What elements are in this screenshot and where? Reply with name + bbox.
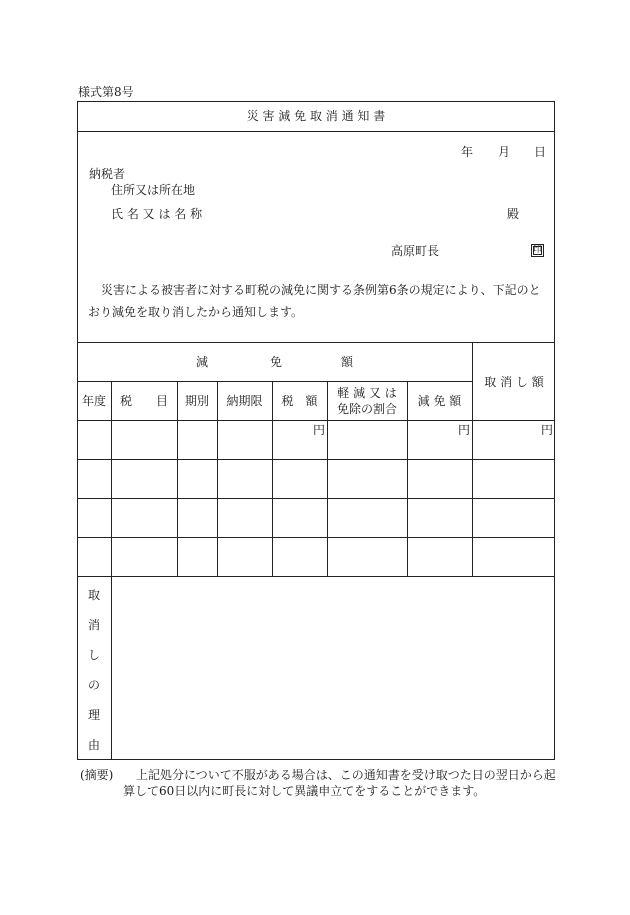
- reason-char: 取: [87, 588, 100, 602]
- row-divider-1: [77, 459, 555, 460]
- note-line2: 算して60日以内に町長に対して異議申立てをすることができます。: [123, 784, 486, 798]
- col-header-ratio-line2: 免除の割合: [336, 402, 397, 416]
- due-date-column-divider: [272, 381, 273, 576]
- group-header-char-2: 免: [270, 355, 283, 369]
- period-column-divider: [217, 381, 218, 576]
- unit-tax-amount: 円: [313, 423, 326, 437]
- year-column-divider: [111, 381, 112, 760]
- note-label: (摘要): [80, 768, 114, 782]
- reason-char: し: [87, 648, 100, 662]
- form-title: 災 害 減 免 取 消 通 知 書: [246, 109, 386, 123]
- notice-text-line2: おり減免を取り消したから通知します。: [88, 305, 304, 319]
- ratio-column-divider: [407, 381, 408, 576]
- unit-reduction-amount: 円: [458, 423, 471, 437]
- honorific: 殿: [507, 207, 520, 221]
- group-header-char-3: 額: [341, 355, 354, 369]
- col-header-tax-amount: 税 額: [281, 394, 318, 408]
- date-year-label: 年: [461, 145, 474, 159]
- column-header-divider: [77, 420, 555, 421]
- reason-char: の: [87, 678, 100, 692]
- date-day-label: 日: [534, 145, 547, 159]
- group-header-divider: [77, 381, 473, 382]
- row-divider-3: [77, 537, 555, 538]
- reason-char: 理: [87, 708, 100, 722]
- address-label: 住所又は所在地: [111, 183, 196, 197]
- col-header-period: 期別: [184, 394, 209, 408]
- reason-char: 消: [87, 618, 100, 632]
- table-top-line: [77, 342, 555, 343]
- col-header-reduction-amount: 減 免 額: [417, 394, 462, 408]
- name-label: 氏 名 又 は 名 称: [111, 207, 203, 221]
- table-bottom-line: [77, 576, 555, 577]
- col-header-ratio-line1: 軽 減 又 は: [337, 386, 397, 400]
- cancel-amount-header: 取 消 し 額: [484, 375, 544, 389]
- col-header-due-date: 納期限: [226, 394, 263, 408]
- unit-cancel-amount: 円: [541, 423, 554, 437]
- date-month-label: 月: [498, 145, 511, 159]
- col-header-tax-item: 税 目: [119, 394, 168, 408]
- note-line1: 上記処分について不服がある場合は、この通知書を受け取つた日の翌日から起: [136, 768, 556, 782]
- col-header-year: 年度: [81, 394, 106, 408]
- form-number: 様式第8号: [78, 85, 134, 99]
- group-header-char-1: 減: [196, 355, 209, 369]
- row-divider-2: [77, 498, 555, 499]
- reason-label: [77, 588, 111, 768]
- seal-mark: 印: [532, 245, 542, 255]
- title-divider: [77, 131, 555, 132]
- taxpayer-label: 納税者: [89, 167, 126, 181]
- tax-item-column-divider: [177, 381, 178, 576]
- reason-char: 由: [87, 738, 100, 752]
- issuer-title: 高原町長: [391, 244, 440, 258]
- notice-text-line1: 災害による被害者に対する町税の減免に関する条例第6条の規定により、下記のと: [101, 283, 541, 297]
